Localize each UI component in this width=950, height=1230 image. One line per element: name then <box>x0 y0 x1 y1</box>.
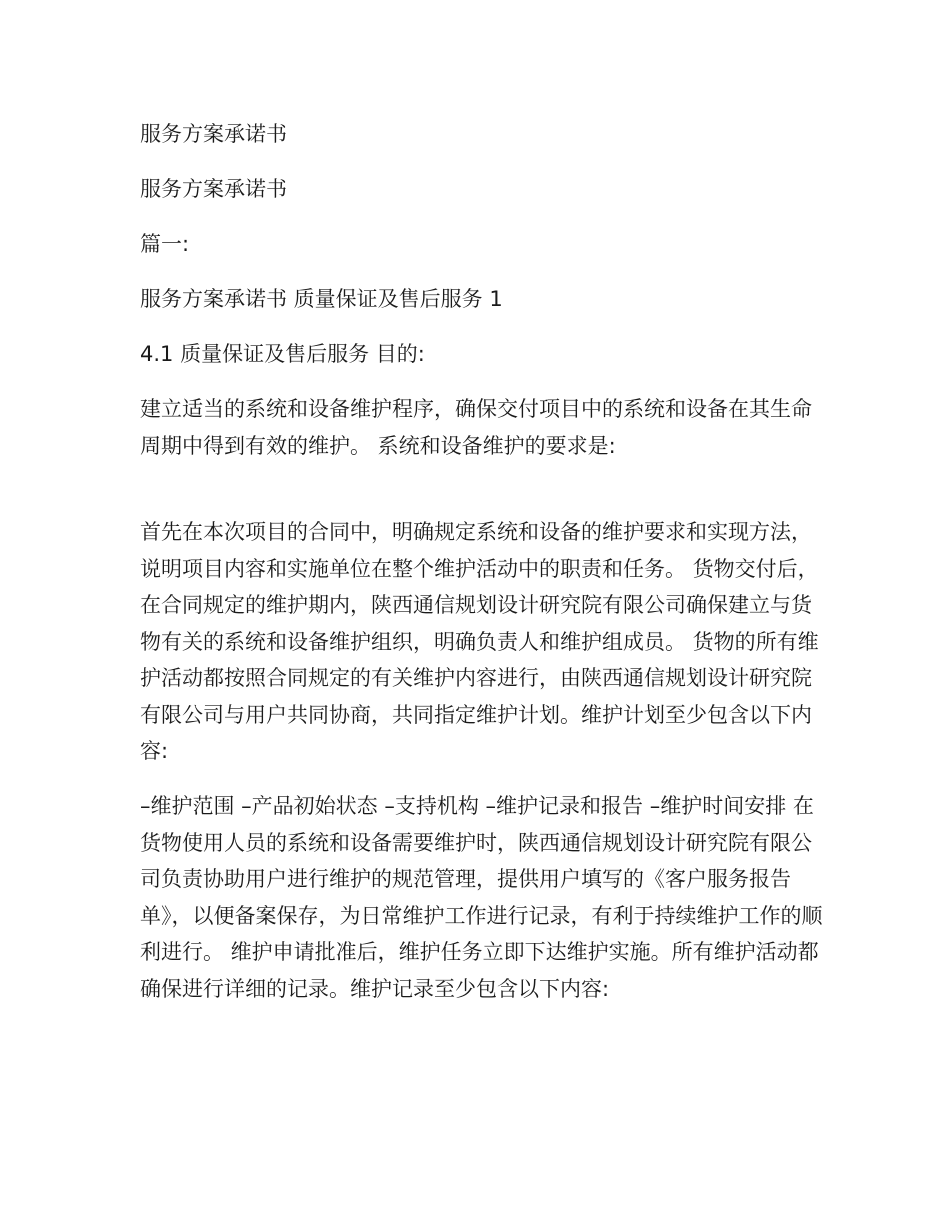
document-subtitle: 服务方案承诺书 <box>140 177 287 201</box>
document-body <box>140 116 830 1026</box>
paragraph-maintenance-plan: 首先在本次项目的合同中，明确规定系统和设备的维护要求和实现方法，说明项目内容和实施单位在整个维护活动中的职责和任务。 货物交付后，在合同规定的维护期内，陕西通信规划设计研究院有限公司确保建立与货物有关的系统和设备维护组织，明确负责人和维护组成员。 货物的所有维护活动都按照合同规定的有关维护内容进行，由陕西通信规划设计研究院有限公司与用户共同协商，共同指定维护计划。维护计划至少包含以下内容: <box>140 520 819 763</box>
paragraph-maintenance-record: –维护范围 –产品初始状态 –支持机构 –维护记录和报告 –维护时间安排 在货物使用人员的系统和设备需要维护时，陕西通信规划设计研究院有限公司负责协助用户进行维护的规范管理，提供用户填写的《客户服务报告单》，以便备案保存，为日常维护工作进行记录，有利于持续维护工作的顺利进行。 维护申请批准后，维护任务立即下达维护实施。所有维护活动都确保进行详细的记录。维护记录至少包含以下内容: <box>140 794 823 1001</box>
subsection-heading: 4.1 质量保证及售后服务 目的: <box>140 342 425 366</box>
section-heading: 服务方案承诺书 质量保证及售后服务 1 <box>140 287 503 311</box>
document-title: 服务方案承诺书 <box>140 122 287 146</box>
paragraph-purpose: 建立适当的系统和设备维护程序，确保交付项目中的系统和设备在其生命周期中得到有效的维护。 系统和设备维护的要求是: <box>140 397 812 458</box>
section-label: 篇一: <box>140 232 190 256</box>
